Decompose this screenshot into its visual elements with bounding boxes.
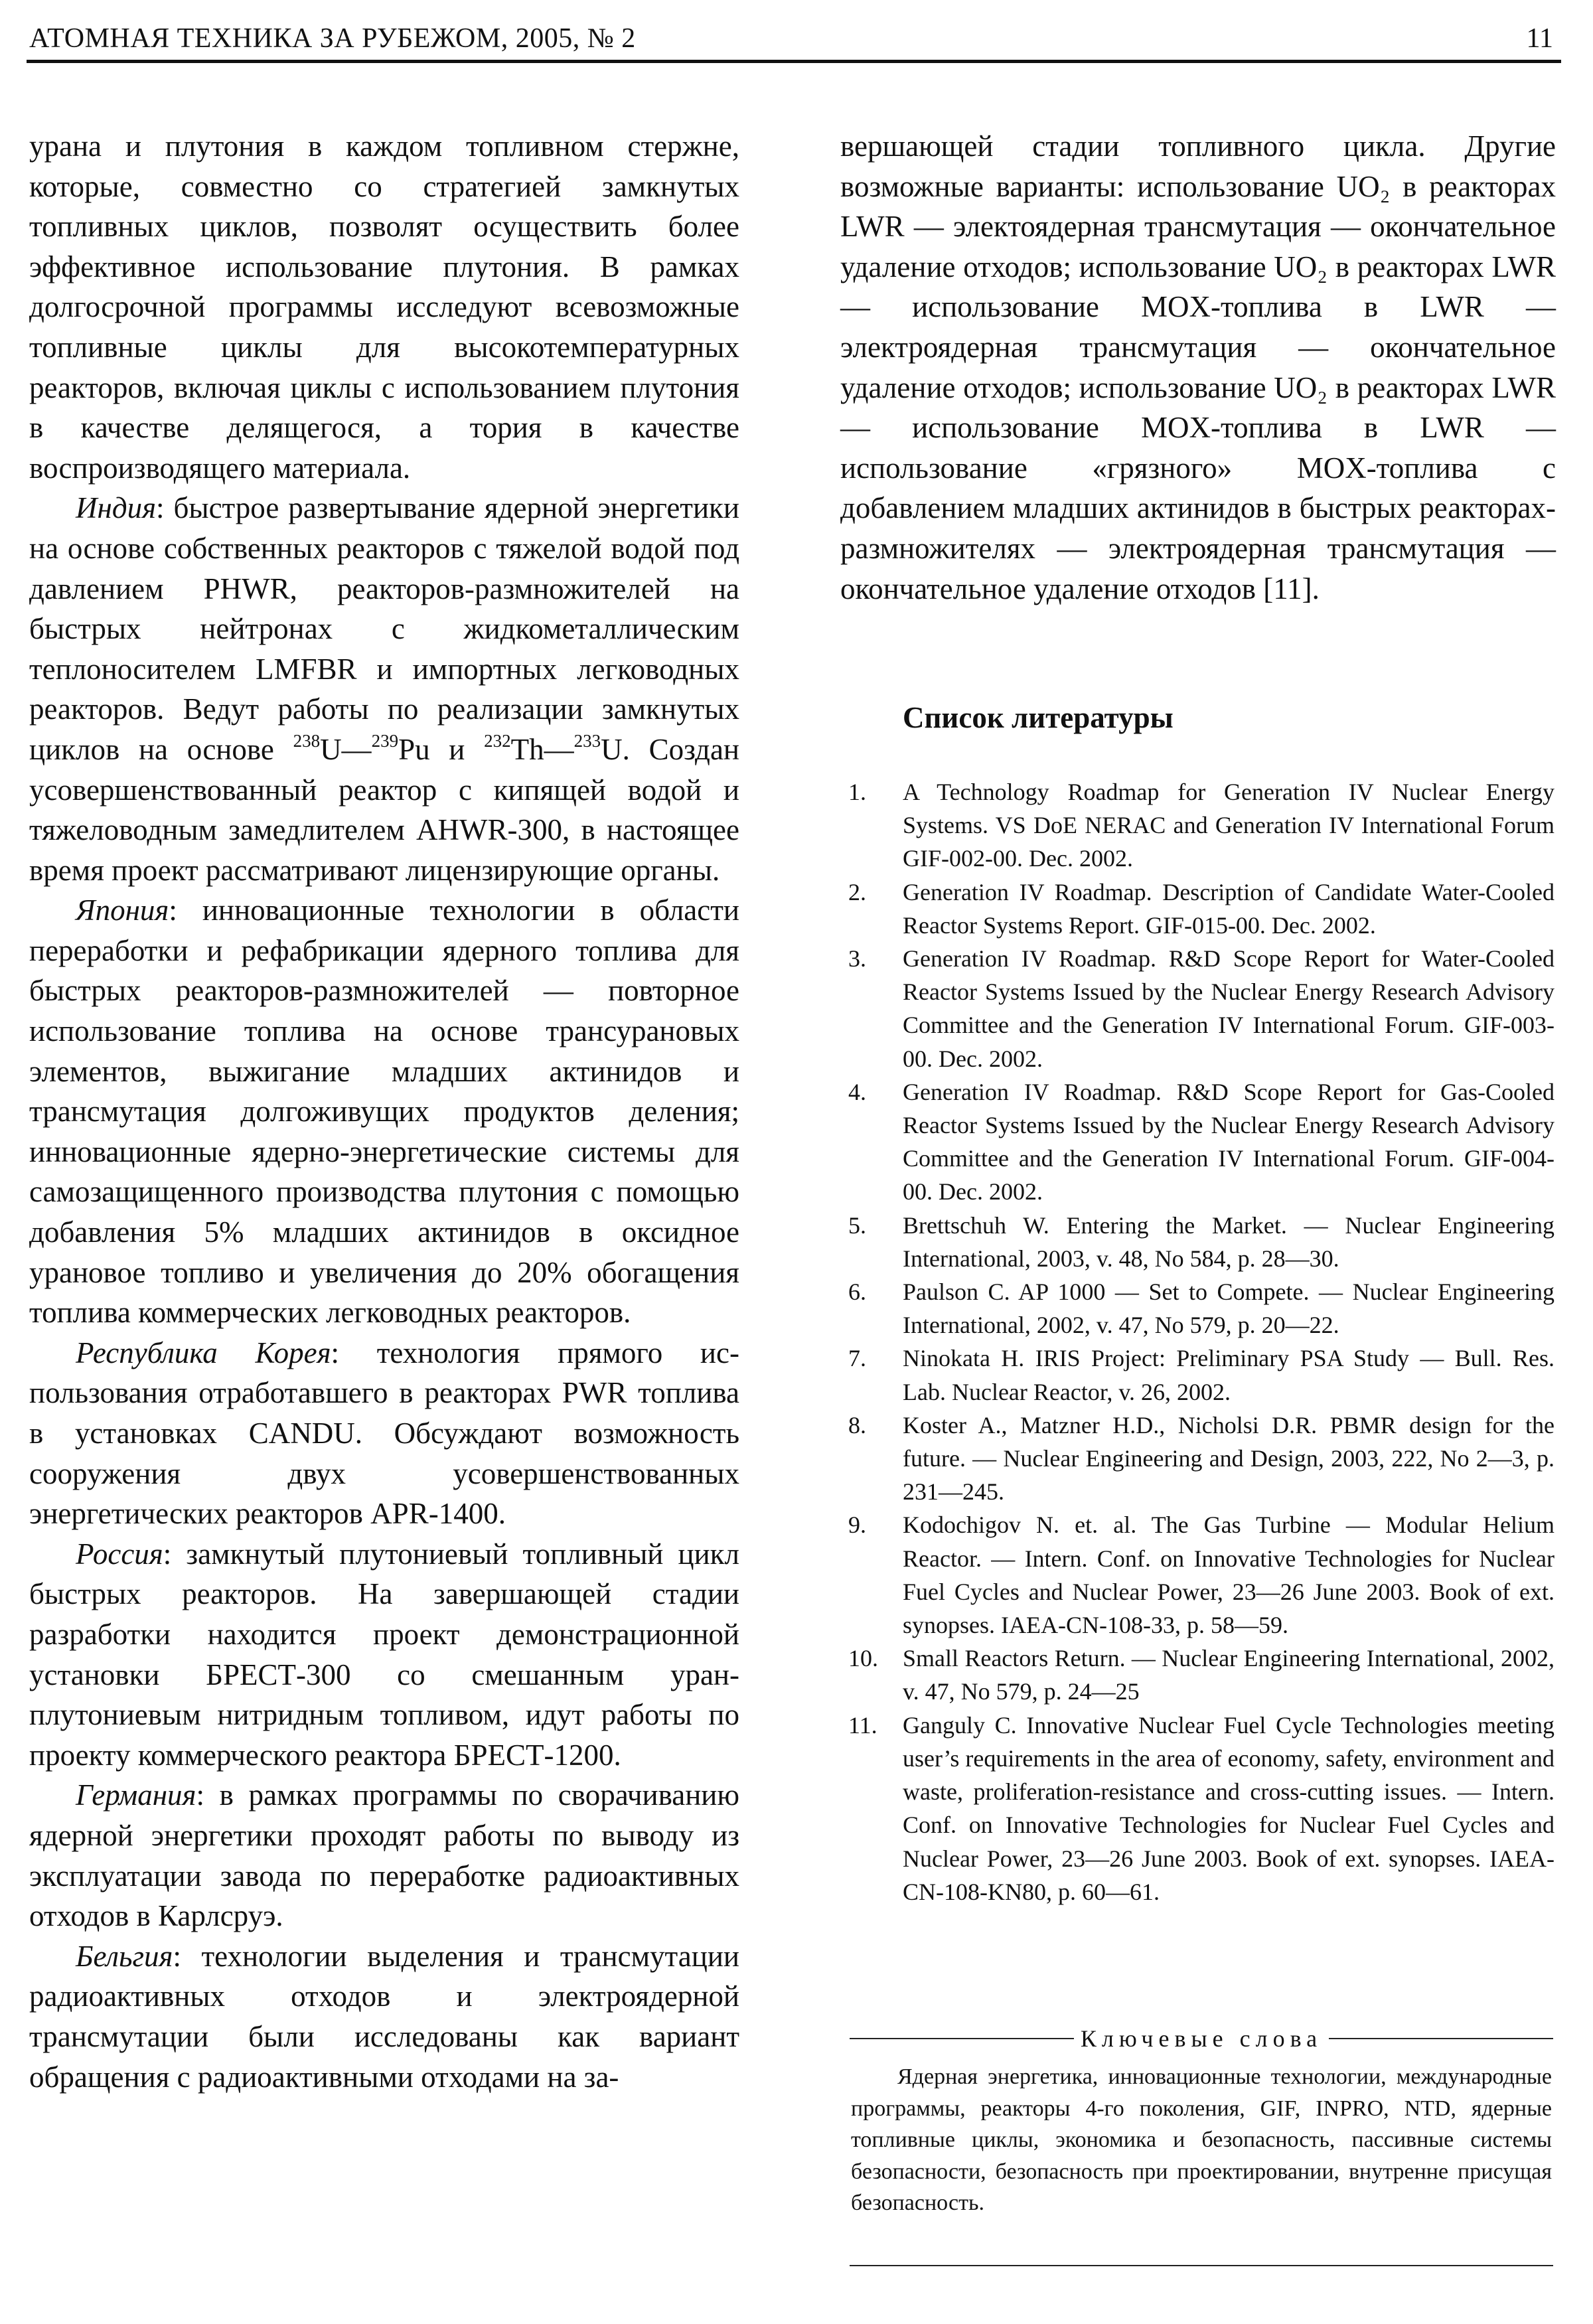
isotope-mass: 238 <box>293 731 321 751</box>
reference-number: 6. <box>848 1278 866 1306</box>
reference-number: 3. <box>848 945 866 972</box>
reference-number: 7. <box>848 1345 866 1372</box>
paragraph-text: : в рамках программы по сворачиванию ядерной энергетики проходят работы по выводу из эксплуатации завода по переработке радиоактивных отходов в Карлсруэ. <box>29 1778 739 1933</box>
country-name: Япония <box>76 893 169 927</box>
country-name: Германия <box>76 1778 196 1812</box>
reference-text: Generation IV Roadmap. Description of Candidate Water-Cooled Reactor Systems Report. GIF-015-00. Dec. 2002. <box>903 878 1555 939</box>
reference-text: Generation IV Roadmap. R&D Scope Report for Water-Cooled Reactor Systems Issued by the Nuclear Energy Research Advisory Committee and the Generation IV International Forum. GIF-003-00. Dec. 2002. <box>903 945 1555 1072</box>
country-name: Индия <box>76 491 157 525</box>
paragraph-belgium <box>29 1936 739 2097</box>
reference-item <box>848 1508 1555 1642</box>
reference-text: Ganguly C. Innovative Nuclear Fuel Cycle Technologies meeting user’s requirements in the area of economy, safety, environment and waste, proliferation-resistance and cross-cutting issues. — Intern. Conf. on Innovative Technologies for Nuclear Fuel Cycles and Nuclear Power, 23—26 June 2003. Book of ext. synopses. IAEA-CN-108-KN80, p. 60—61. <box>903 1711 1555 1905</box>
reference-text: Kodochigov N. et. al. The Gas Turbine — Modular Helium Reactor. — Intern. Conf. on Innovative Technologies for Nuclear Fuel Cycles and Nuclear Power, 23—26 June 2003. Book of ext. synopses. IAEA-CN-108-33, p. 58—59. <box>903 1511 1555 1639</box>
reference-item <box>848 1709 1555 1908</box>
reference-item <box>848 1342 1555 1408</box>
reference-number: 2. <box>848 878 866 905</box>
paragraph-germany <box>29 1775 739 1936</box>
reference-number: 1. <box>848 779 866 805</box>
paragraph-india <box>29 488 739 890</box>
reference-number: 10. <box>848 1645 878 1672</box>
paragraph-text: Th— <box>510 732 574 766</box>
bottom-rule <box>850 2265 1553 2266</box>
paragraph-text: U. Создан усовершенствованный реактор с кипящей водой и тяжеловодным замедлителем AHWR-300, в настоящее время проект рассматривают лицензирующие органы. <box>29 732 739 887</box>
paragraph-text: : инновационные технологии в области переработки и рефабрикации ядерного топлива для быстрых реакторов-размножителей — повторное использование топлива на основе трансурановых элементов, выжигание младших актинидов и трансмутация долгоживущих продуктов деления; инновационные ядерно-энергетические системы для самозащищенного производства плутония с помощью добавления 5% младших актинидов в оксидное урановое топливо и увеличения до 20% обогащения топлива коммерческих легководных реакторов. <box>29 893 739 1330</box>
keywords-heading <box>850 2025 1553 2053</box>
reference-text: Small Reactors Return. — Nuclear Engineering International, 2002, v. 47, No 579, p. 24—25 <box>903 1645 1555 1705</box>
reference-number: 4. <box>848 1078 866 1105</box>
country-name: Республика Корея <box>76 1336 331 1369</box>
reference-item <box>848 1275 1555 1342</box>
paragraph-japan <box>29 890 739 1333</box>
paragraph-text: : замкнутый плутониевый топливный цикл быстрых реакторов. На завершающей стадии разработки находится проект демонстрационной установки БРЕСТ-300 со смешанным уран-плутониевым нитридным топливом, идут работы по проекту коммерческого реактора БРЕСТ-1200. <box>29 1537 739 1772</box>
reference-text: Brettschuh W. Entering the Market. — Nuclear Engineering International, 2003, v. 48, No 584, p. 28—30. <box>903 1211 1555 1272</box>
reference-text: Koster A., Matzner H.D., Nicholsi D.R. PBMR design for the future. — Nuclear Engineering and Design, 2003, 222, No 2—3, p. 231—245. <box>903 1411 1555 1506</box>
paragraph-text: : технологии выделения и трансмутации радиоактивных отходов и электроядерной трансмутации были исследованы как вариант обращения с радиоактивными отходами на за- <box>29 1939 739 2094</box>
reference-number: 9. <box>848 1511 866 1539</box>
reference-number: 11. <box>848 1711 877 1739</box>
reference-number: 8. <box>848 1411 866 1438</box>
divider <box>850 2038 1074 2039</box>
reference-item <box>848 1075 1555 1209</box>
paragraph-russia <box>29 1534 739 1776</box>
paragraph: урана и плутония в каждом топливном стержне, которые, совместно со стратегией замкнутых топливных циклов, позволят осуществить более эффективное использование плутония. В рамках долгосрочной программы исследуют всевозможные топливные циклы для высокотемпературных реакторов, включая циклы с использованием плутония в качестве делящегося, а тория в качестве воспроизводящего материала. <box>29 129 739 485</box>
reference-text: A Technology Roadmap for Generation IV Nuclear Energy Systems. VS DoE NERAC and Generation IV International Forum GIF-002-00. Dec. 2002. <box>903 779 1555 872</box>
keywords-title: Ключевые слова <box>1080 2025 1323 2052</box>
header-rule <box>27 60 1561 63</box>
country-name: Бельгия <box>76 1939 173 1973</box>
left-column <box>29 126 739 2097</box>
paragraph-korea <box>29 1333 739 1534</box>
country-name: Россия <box>76 1537 163 1571</box>
paragraph-text: U— <box>320 732 372 766</box>
isotope-mass: 232 <box>484 731 511 751</box>
reference-text: Generation IV Roadmap. R&D Scope Report for Gas-Cooled Reactor Systems Issued by the Nuclear Energy Research Advisory Committee and the Generation IV International Forum. GIF-004-00. Dec. 2002. <box>903 1078 1555 1205</box>
reference-item <box>848 876 1555 942</box>
page-number: 11 <box>1526 23 1553 54</box>
reference-item <box>848 942 1555 1075</box>
references-heading: Список литературы <box>903 701 1174 734</box>
paragraph-text: : технология прямого использования отработавшего в реакторах PWR топлива в установках CANDU. Обсуждают возможность сооружения двух усовершенствованных энергетических реакторов APR-1400. <box>29 1336 739 1531</box>
paragraph-text: Pu и <box>398 732 485 766</box>
isotope-mass: 233 <box>573 731 601 751</box>
reference-item <box>848 1642 1555 1708</box>
reference-text: Ninokata H. IRIS Project: Preliminary PSA Study — Bull. Res. Lab. Nuclear Reactor, v. 26, 2002. <box>903 1345 1555 1405</box>
reference-item <box>848 1409 1555 1509</box>
running-header: АТОМНАЯ ТЕХНИКА ЗА РУБЕЖОМ, 2005, № 2 <box>29 23 636 54</box>
divider <box>1329 2038 1553 2039</box>
isotope-mass: 239 <box>371 731 399 751</box>
reference-list <box>848 775 1555 1908</box>
reference-item <box>848 775 1555 876</box>
right-column <box>840 126 1556 609</box>
keywords-text: Ядерная энергетика, инновационные технологии, международные программы, реакторы 4-го поколения, GIF, INPRO, NTD, ядерные топливные циклы, экономика и безопасность, пассивные системы безопасности, безопасность при проектировании, внутренне присущая безопасность. <box>851 2064 1552 2215</box>
reference-number: 5. <box>848 1211 866 1239</box>
paragraph: вершающей стадии топливного цикла. Другие возможные варианты: использование UO₂ в реакторах LWR — электоядерная трансмутация — окончательное удаление отходов; использование UO₂ в реакторах LWR — использование MOX-топлива в LWR — электроядерная трансмутация — окончательное удаление отходов; использование UO₂ в реакторах LWR — использование MOX-топлива в LWR — использование «грязного» MOX-топлива с добавлением младших актинидов в быстрых реакторах-размножителях — электроядерная трансмутация — окончательное удаление отходов [11]. <box>840 129 1556 605</box>
paragraph-text: : быстрое развертывание ядерной энергетики на основе собственных реакторов с тяжелой водой под давлением PHWR, реакторов-размножителей на быстрых нейтронах с жидкометаллическим теплоносителем LMFBR и импортных легководных реакторов. Ведут работы по реализации замкнутых циклов на основе <box>29 491 739 766</box>
reference-text: Paulson C. AP 1000 — Set to Compete. — Nuclear Engineering International, 2002, v. 47, No 579, p. 20—22. <box>903 1278 1555 1339</box>
reference-item <box>848 1209 1555 1275</box>
